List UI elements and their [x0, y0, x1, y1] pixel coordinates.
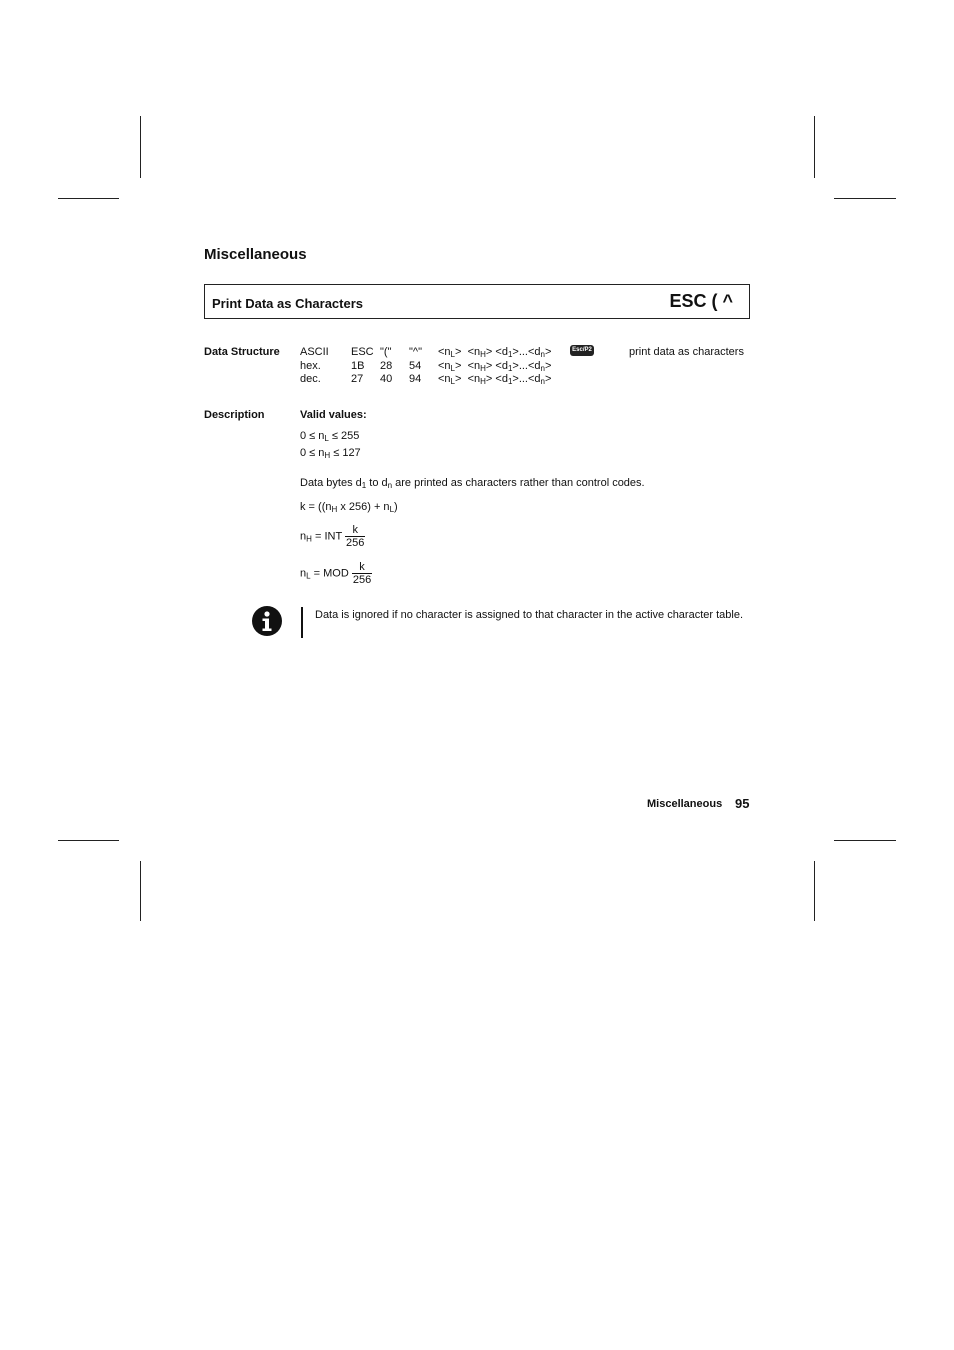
- row-type-dec: dec.: [300, 373, 321, 385]
- param-row: $<n_L> <n_H> <d_1>...<d_n>$: [438, 373, 552, 386]
- crop-mark: [140, 116, 141, 178]
- row-dec-c1: 27: [351, 373, 364, 385]
- row-dec-c2: 40: [380, 373, 393, 385]
- fraction: $\frac{k}{256}$: [352, 561, 372, 586]
- param-row: $<n_L> <n_H> <d_1>...<d_n>$: [438, 346, 552, 359]
- info-icon: [252, 606, 282, 636]
- row-ascii-c2: "(": [380, 346, 392, 358]
- crop-mark: [140, 861, 141, 921]
- description-sentence: Data bytes $d_1$ to $d_n$ are printed as characters rather than control codes.: [300, 477, 645, 490]
- section-heading: Miscellaneous: [204, 246, 307, 263]
- note-text: Data is ignored if no character is assigned to that character in the active character table.: [315, 609, 744, 621]
- valid-values-label: Valid values:: [300, 409, 367, 421]
- crop-mark: [58, 840, 119, 841]
- row-type-hex: hex.: [300, 360, 321, 372]
- row-dec-c3: 94: [409, 373, 422, 385]
- fraction: $\frac{k}{256}$: [346, 524, 365, 549]
- formula-k: $k = ((n_H$ x $256) + n_L$): [300, 501, 398, 514]
- crop-mark: [834, 198, 896, 199]
- crop-mark: [834, 840, 896, 841]
- row-hex-c3: 54: [409, 360, 422, 372]
- command-code: ESC ( ^: [669, 291, 733, 311]
- description-label: Description: [204, 409, 265, 421]
- range-nh: $0 \le n_H \le 127$: [300, 447, 361, 460]
- row-type-ascii: ASCII: [300, 346, 329, 358]
- footer-section: Miscellaneous: [647, 798, 723, 810]
- crop-mark: [58, 198, 119, 199]
- row-ascii-c3: "^": [409, 346, 422, 358]
- crop-mark: [814, 116, 815, 178]
- param-row: $<n_L> <n_H> <d_1>...<d_n>$: [438, 360, 552, 373]
- command-meaning: print data as characters: [629, 346, 744, 358]
- row-hex-c1: 1B: [351, 360, 365, 372]
- page-number: 95: [735, 796, 750, 811]
- command-title: Print Data as Characters: [212, 296, 364, 311]
- formula-nl: $n_L$ = MOD $\frac{k}{256}$: [300, 561, 372, 586]
- row-ascii-c1: ESC: [351, 346, 374, 358]
- row-hex-c2: 28: [380, 360, 393, 372]
- range-nl: $0 \le n_L \le 255$: [300, 430, 360, 443]
- escp2-badge: Esc/P2: [570, 345, 594, 356]
- command-box: [204, 284, 750, 319]
- formula-nh: $n_H$ = INT $\frac{k}{256}$: [300, 524, 365, 549]
- note-divider: [301, 607, 303, 638]
- data-structure-label: Data Structure: [204, 346, 280, 358]
- crop-mark: [814, 861, 815, 921]
